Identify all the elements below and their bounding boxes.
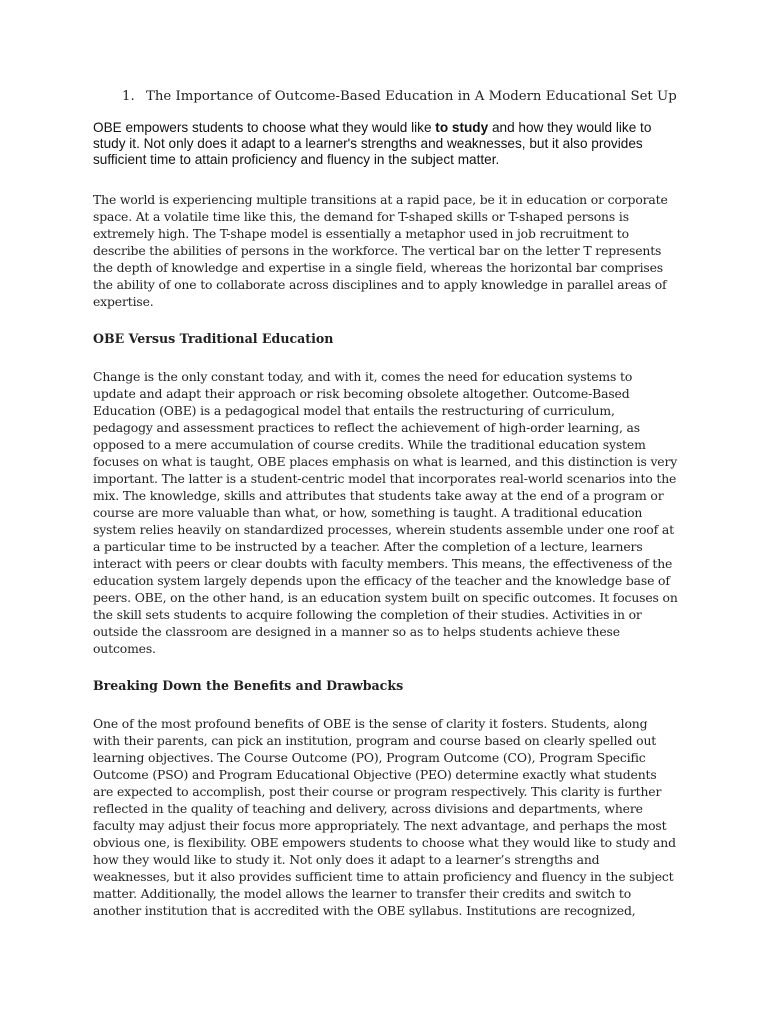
paragraph-t-shaped: The world is experiencing multiple transitions at a rapid pace, be it in education or corporate space. At a volatile time like this, the demand for T-shaped skills or T-shaped persons is extremely high. The T-shape model is essentially a metaphor used in job recruitment to describe the abilities of persons in the workforce. The vertical bar on the letter T represents the depth of knowledge and expertise in a single field, whereas the horizontal bar comprises the ability of one to collaborate across disciplines and to apply knowledge in parallel areas of expertise. xyxy=(93,192,668,309)
intro-bold-text: to study xyxy=(435,120,489,135)
document-page xyxy=(93,88,678,939)
intro-text-after: and how they would like to study it. Not only does it adapt to a learner's strengths and weaknesses, but it also provides sufficient time to attain proficiency and fluency in the subject matter. xyxy=(93,120,652,167)
paragraph-benefits: One of the most profound benefits of OBE is the sense of clarity it fosters. Students, along with their parents, can pick an institution, program and course based on clearly spelled out learning objectives. The Course Outcome (PO), Program Outcome (CO), Program Specific Outcome (PSO) and Program Educational Objective (PEO) determine exactly what students are expected to accomplish, post their course or program respectively. This clarity is further reflected in the quality of teaching and delivery, across divisions and departments, where faculty may adjust their focus more appropriately. The next advantage, and perhaps the most obvious one, is flexibility. OBE empowers students to choose what they would like to study and how they would like to study it. Not only does it adapt to a learner’s strengths and weaknesses, but it also provides sufficient time to attain proficiency and fluency in the subject matter. Additionally, the model allows the learner to transfer their credits and switch to another institution that is accredited with the OBE syllabus. Institutions are recognized, xyxy=(93,716,676,918)
list-number: 1. xyxy=(122,89,135,104)
section-heading-obe-vs-traditional: OBE Versus Traditional Education xyxy=(93,331,334,346)
numbered-heading xyxy=(122,88,678,105)
intro-text-before: OBE empowers students to choose what they would like xyxy=(93,120,436,135)
intro-paragraph xyxy=(93,120,678,168)
numbered-heading-text: The Importance of Outcome-Based Education in A Modern Educational Set Up xyxy=(146,89,677,104)
paragraph-obe-vs-traditional: Change is the only constant today, and with it, comes the need for education systems to update and adapt their approach or risk becoming obsolete altogether. Outcome-Based Education (OBE) is a pedagogical model that entails the restructuring of curriculum, pedagogy and assessment practices to reflect the achievement of high-order learning, as opposed to a mere accumulation of course credits. While the traditional education system focuses on what is taught, OBE places emphasis on what is learned, and this distinction is very important. The latter is a student-centric model that incorporates real-world scenarios into the mix. The knowledge, skills and attributes that students take away at the end of a program or course are more valuable than what, or how, something is taught. A traditional education system relies heavily on standardized processes, wherein students assemble under one roof at a particular time to be instructed by a teacher. After the completion of a lecture, learners interact with peers or clear doubts with faculty members. This means, the effectiveness of the education system largely depends upon the efficacy of the teacher and the knowledge base of peers. OBE, on the other hand, is an education system built on specific outcomes. It focuses on the skill sets students to acquire following the completion of their studies. Activities in or outside the classroom are designed in a manner so as to helps students achieve these outcomes. xyxy=(93,369,678,656)
section-heading-benefits: Breaking Down the Benefits and Drawbacks xyxy=(93,678,404,693)
